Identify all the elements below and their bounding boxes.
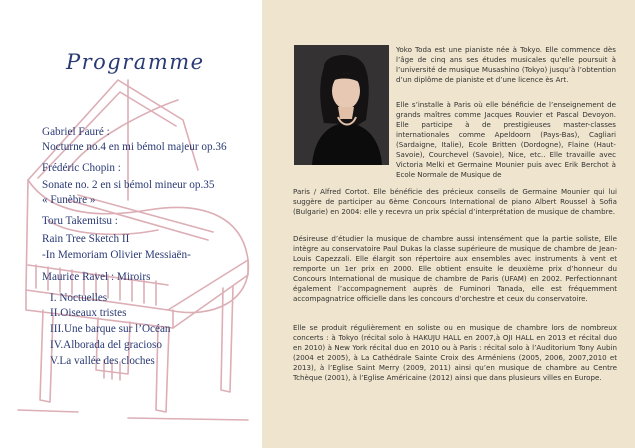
piece-title: -In Memoriam Olivier Messiaën- bbox=[42, 249, 191, 261]
bio-paragraph-2-top: Elle s’installe à Paris où elle bénéficie de l’enseignement de grands maîtres comme Jacques Rouvier et Pascal Devoyon. Elle participe à de prestigieuses master-classes internationales comme Apeldoorn (Pays-Bas), Cagliari (Sardaigne, Italie), Ecole Britten (Dordogne), Flaine (Haut-Savoie), Courchevel (Savoie), Nice, etc.. Elle travaille avec Victoria Melki et Germaine Mounier puis avec Erik Berchot à Ecole Normale de Musique de bbox=[396, 100, 616, 179]
composer-name: Maurice Ravel : Miroirs bbox=[42, 271, 151, 283]
composer-name: Gabriel Fauré : bbox=[42, 126, 110, 138]
piece-title: Sonate no. 2 en si bémol mineur op.35 bbox=[42, 179, 215, 191]
movement-title: I. Noctuelles bbox=[50, 292, 108, 304]
piece-title: Nocturne no.4 en mi bémol majeur op.36 bbox=[42, 141, 227, 153]
bio-intro: Yoko Toda est une pianiste née à Tokyo. Elle commence dès l’âge de cinq ans ses études musicales qu’elle poursuit à l’université de musique Musashino (Tokyo) jusqu’à l’obtention d’un diplôme de pianiste et d’une licence ès Art. bbox=[396, 45, 616, 84]
piece-title: Rain Tree Sketch II bbox=[42, 233, 130, 245]
composer-name: Frédéric Chopin : bbox=[42, 162, 121, 174]
movement-title: V.La vallée des cloches bbox=[50, 355, 155, 367]
piece-title: « Funèbre » bbox=[42, 194, 96, 206]
programme-title: Programme bbox=[66, 50, 205, 74]
composer-name: Toru Takemitsu : bbox=[42, 215, 118, 227]
portrait-photo bbox=[294, 45, 389, 165]
movement-title: III.Une barque sur l’Océan bbox=[50, 323, 171, 335]
programme-page bbox=[0, 0, 262, 448]
movement-title: II.Oiseaux tristes bbox=[50, 307, 127, 319]
bio-paragraph-2-rest: Paris / Alfred Cortot. Elle bénéficie des précieux conseils de Germaine Mounier qui lui suggère de participer au 6ème Concours International de piano Albert Roussel à Sofia (Bulgarie) en 2004: elle y recevra un prix spécial d’interprétation de musique de chambre. bbox=[293, 187, 617, 216]
bio-paragraph-3: Désireuse d’étudier la musique de chambre aussi intensément que la partie soliste, Elle intègre au conservatoire Paul Dukas la classe supérieure de musique de chambre de Jean-Louis Capezzali. Elle élargit son répertoire aux ensembles avec instruments à vent et remporte un 1er prix en 2000. Elle obtient ensuite le deuxième prix d’honneur du Concours International de musique de chambre de Paris (UFAM) en 2002. Perfectionnant également l’accompagnement auprès de Fuminori Tanada, elle est fréquemment accompagnatrice officielle dans les concours d’orchestre et ceux du conservatoire. bbox=[293, 234, 617, 303]
bio-paragraph-4: Elle se produit régulièrement en soliste ou en musique de chambre lors de nombreux concerts : à Tokyo (récital solo à HAKUJU HALL en 2007,à OJI HALL en 2013 et récital duo en 2010) à New York récital duo en 2010 ou à Paris : récital solo à l’Auditorium Tony Aubin (2004 et 2005), à La Cathédrale Sainte Croix des Arméniens (2005, 2006, 2007,2010 et 2013), à l’Eglise Saint Merry (2009, 2011) ainsi qu’en musique de chambre au Centre Tchèque (2001), à l’Eglise Américaine (2012) ainsi que dans plusieurs villes en Europe. bbox=[293, 323, 617, 382]
movement-title: IV.Alborada del gracioso bbox=[50, 339, 162, 351]
